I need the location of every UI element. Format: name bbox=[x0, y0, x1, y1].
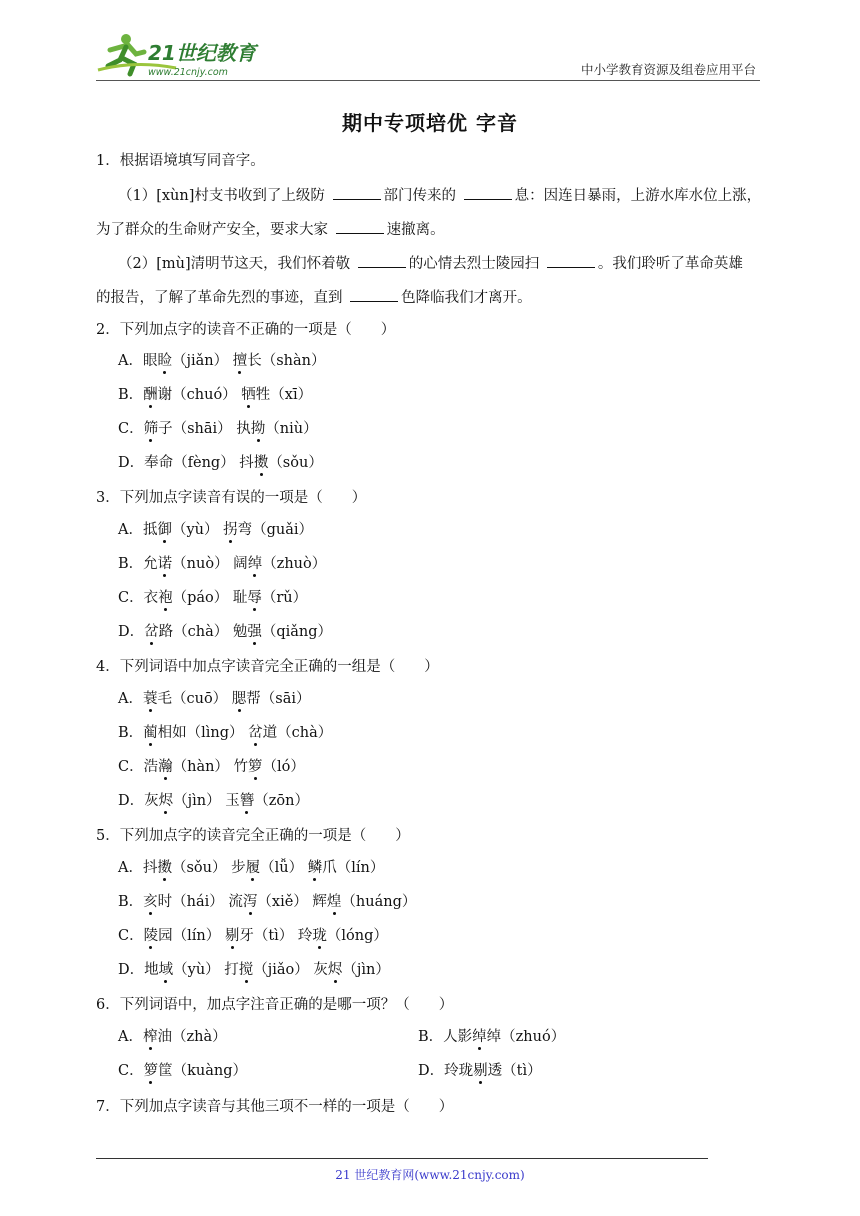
fill-blank[interactable] bbox=[336, 219, 384, 234]
question-4-stem: 4．下列词语中加点字读音完全正确的一组是（ ） bbox=[96, 659, 439, 675]
question-3-stem: 3．下列加点字读音有误的一项是（ ） bbox=[96, 490, 367, 506]
question-2-option-c[interactable]: C．筛子（shāi） 执拗（niù） bbox=[118, 421, 318, 437]
question-5-option-b[interactable]: B．亥时（hái） 流泻（xiě） 辉煌（huáng） bbox=[118, 894, 417, 910]
question-4-option-d[interactable]: D．灰烬（jìn） 玉簪（zōn） bbox=[118, 793, 309, 809]
fill-blank[interactable] bbox=[333, 185, 381, 200]
question-5-option-d[interactable]: D．地域（yù） 打搅（jiǎo） 灰烬（jìn） bbox=[118, 962, 390, 978]
logo-title: 21世纪教育 bbox=[148, 41, 256, 65]
header-divider bbox=[96, 80, 760, 81]
question-3-option-c[interactable]: C．衣袍（páo） 耻辱（rǔ） bbox=[118, 590, 308, 606]
question-5-option-a[interactable]: A．抖擞（sǒu） 步履（lǚ） 鳞爪（lín） bbox=[118, 860, 385, 876]
question-4-option-a[interactable]: A．蓑毛（cuō） 腮帮（sāi） bbox=[118, 691, 311, 707]
question-6-option-a[interactable]: A．榨油（zhà） bbox=[118, 1029, 227, 1045]
fill-blank[interactable] bbox=[547, 253, 595, 268]
question-6-stem: 6．下列词语中，加点字注音正确的是哪一项？（ ） bbox=[96, 997, 454, 1013]
fill-blank[interactable] bbox=[358, 253, 406, 268]
site-logo bbox=[96, 30, 266, 80]
question-1-part1-line1: （1）[xùn]村支书收到了上级防 部门传来的 息：因连日暴雨，上游水库水位上涨， bbox=[118, 185, 761, 206]
question-3-option-d[interactable]: D．岔路（chà） 勉强（qiǎng） bbox=[118, 624, 333, 640]
runner-logo-icon bbox=[96, 30, 266, 80]
logo-url: www.21cnjy.com bbox=[148, 67, 228, 78]
question-2-option-a[interactable]: A．眼睑（jiǎn） 擅长（shàn） bbox=[118, 353, 326, 369]
question-3-option-b[interactable]: B．允诺（nuò） 阔绰（zhuò） bbox=[118, 556, 327, 572]
question-1-stem: 1．根据语境填写同音字。 bbox=[96, 153, 265, 169]
question-1-part1-line2: 为了群众的生命财产安全，要求大家 速撤离。 bbox=[96, 219, 445, 240]
fill-blank[interactable] bbox=[350, 287, 398, 302]
question-2-option-b[interactable]: B．酬谢（chuó） 牺牲（xī） bbox=[118, 387, 313, 403]
question-6-option-c[interactable]: C．箩筐（kuàng） bbox=[118, 1063, 247, 1079]
page-title: 期中专项培优 字音 bbox=[342, 111, 518, 135]
question-5-option-c[interactable]: C．陵园（lín） 剔牙（tì） 玲珑（lóng） bbox=[118, 928, 388, 944]
footer-divider bbox=[96, 1158, 708, 1159]
question-7-stem: 7．下列加点字读音与其他三项不一样的一项是（ ） bbox=[96, 1099, 454, 1115]
question-2-option-d[interactable]: D．奉命（fèng） 抖擞（sǒu） bbox=[118, 455, 323, 471]
question-5-stem: 5．下列加点字的读音完全正确的一项是（ ） bbox=[96, 828, 410, 844]
page-header bbox=[96, 30, 760, 80]
question-4-option-c[interactable]: C．浩瀚（hàn） 竹箩（ló） bbox=[118, 759, 305, 775]
question-4-option-b[interactable]: B．蔺相如（lìng） 岔道（chà） bbox=[118, 725, 333, 741]
question-2-stem: 2．下列加点字的读音不正确的一项是（ ） bbox=[96, 322, 396, 338]
fill-blank[interactable] bbox=[464, 185, 512, 200]
question-1-part2-line1: （2）[mù]清明节这天，我们怀着敬 的心情去烈士陵园扫 。我们聆听了革命英雄 bbox=[118, 253, 743, 274]
question-1-part2-line2: 的报告，了解了革命先烈的事迹，直到 色降临我们才离开。 bbox=[96, 287, 532, 308]
question-6-option-d[interactable]: D．玲珑剔透（tì） bbox=[418, 1063, 542, 1079]
question-3-option-a[interactable]: A．抵御（yù） 拐弯（guǎi） bbox=[118, 522, 314, 538]
platform-name: 中小学教育资源及组卷应用平台 bbox=[580, 62, 756, 77]
question-6-option-b[interactable]: B．人影绰绰（zhuó） bbox=[418, 1029, 566, 1045]
footer-link[interactable]: 21 世纪教育网(www.21cnjy.com) bbox=[335, 1168, 525, 1182]
